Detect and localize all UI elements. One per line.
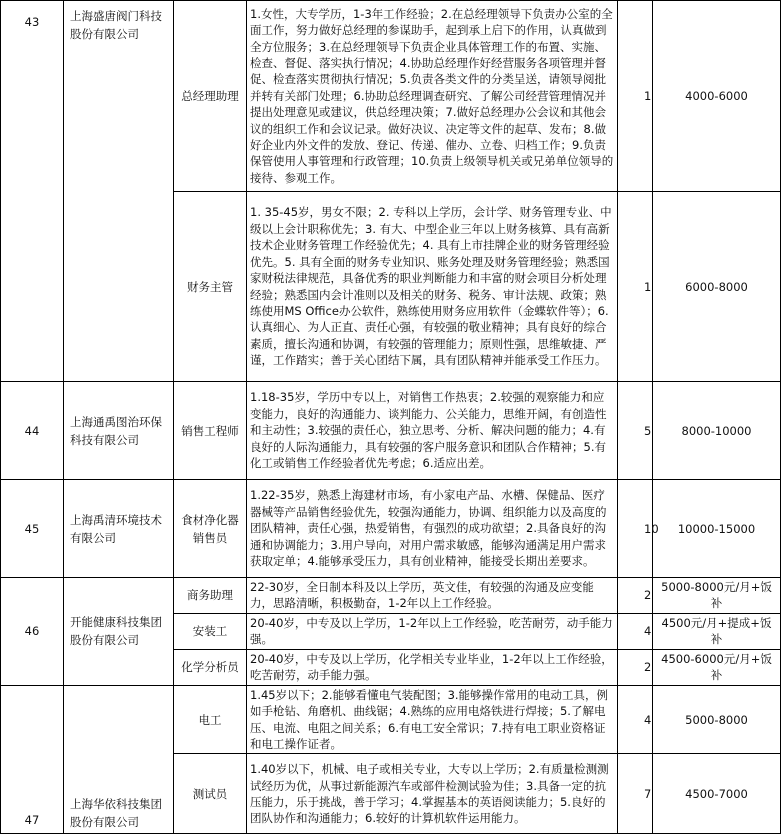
company-name: 上海禹清环境技术有限公司: [64, 480, 174, 578]
company-name: 上海盛唐阀门科技股份有限公司: [64, 1, 174, 382]
position-requirements: 1.18-35岁，学历中专以上，对销售工作热衷；2.较强的观察能力和应变能力，良好的沟通能力、谈判能力、公关能力，思维开阔，有创造性和主动性；3.较强的责任心，独立思考、分析、解决问题的能力；4.有良好的人际沟通能力，具有较强的客户服务意识和团队合作精神；5.有化工或销售工作经验者优先考虑；6.适应出差。: [247, 382, 618, 480]
hire-count: 2: [618, 649, 653, 685]
salary-range: 10000-15000: [653, 480, 781, 578]
salary-range: 5000-8000元/月+饭补: [653, 578, 781, 614]
position-title: 财务主管: [174, 192, 247, 382]
position-title: 商务助理: [174, 578, 247, 614]
position-title: 安装工: [174, 613, 247, 649]
table-row: [1, 578, 781, 614]
hire-count: 1: [618, 192, 653, 382]
table-row: [1, 382, 781, 480]
hire-count: 7: [618, 754, 653, 834]
salary-range: 4500-7000: [653, 754, 781, 834]
salary-range: 8000-10000: [653, 382, 781, 480]
position-title: 总经理助理: [174, 1, 247, 192]
company-name: 开能健康科技集团股份有限公司: [64, 578, 174, 686]
position-requirements: 1.22-35岁，熟悉上海建材市场，有小家电产品、水槽、保健品、医疗器械等产品销售经验优先，较强沟通能力，协调、组织能力以及高度的团队精神，责任心强，热爱销售，有强烈的成功欲望；2.具备良好的沟通和协调能力；3.用户导向，对用户需求敏感，能够沟通满足用户需求获取定单；4.能够承受压力，具有创业精神，能接受长期出差要求。: [247, 480, 618, 578]
position-requirements: 1.女性，大专学历，1-3年工作经验；2.在总经理领导下负责办公室的全面工作，努力做好总经理的参谋助手，起到承上启下的作用，认真做到全方位服务；3.在总经理领导下负责企业具体管理工作的布置、实施、检查、督促、落实执行情况；4.协助总经理作好经营服务各项管理并督促、检查落实贯彻执行情况；5.负责各类文件的分类呈送，请领导阅批并转有关部门处理；6.协助总经理调查研究、了解公司经营管理情况并提出处理意见或建议，供总经理决策；7.做好总经理办公会议和其他会议的组织工作和会议记录。做好决议、决定等文件的起草、发布；8.做好企业内外文件的发放、登记、传递、催办、立卷、归档工作；9.负责保管使用人事管理和行政管理；10.负责上级领导机关或兄弟单位领导的接待、参观工作。: [247, 1, 618, 192]
position-requirements: 1. 35-45岁，男女不限；2. 专科以上学历，会计学、财务管理专业、中级以上会计职称优先；3. 有大、中型企业三年以上财务核算、具有高新技术企业财务管理工作经验优先；4. 具有上市挂牌企业的财务管理经验优先。5. 具有全面的财务专业知识、账务处理及财务管理经验；熟悉国家财税法律规范，具备优秀的职业判断能力和丰富的财会项目分析处理经验；熟悉国内会计准则以及相关的财务、税务、审计法规、政策；熟练使用MS Office办公软件，熟练使用财务应用软件（金蝶软件等）；6. 认真细心、为人正直、责任心强，有较强的敬业精神；具有良好的综合素质，擅长沟通和协调，有较强的管理能力；原则性强，思维敏捷、严谨，工作踏实；善于关心团结下属，具有团队精神并能承受工作压力。: [247, 192, 618, 382]
hire-count: 10: [618, 480, 653, 578]
salary-range: 4500元/月+提成+饭补: [653, 613, 781, 649]
position-title: 食材净化器销售员: [174, 480, 247, 578]
position-title: 电工: [174, 685, 247, 754]
row-number: 46: [1, 578, 64, 686]
hire-count: 5: [618, 382, 653, 480]
hire-count: 2: [618, 578, 653, 614]
row-number: 43: [1, 1, 64, 382]
position-requirements: 20-40岁，中专及以上学历，化学相关专业毕业，1-2年以上工作经验，吃苦耐劳，动手能力强。: [247, 649, 618, 685]
salary-range: 4000-6000: [653, 1, 781, 192]
salary-range: 5000-8000: [653, 685, 781, 754]
position-requirements: 1.45岁以下；2.能够看懂电气装配图；3.能够操作常用的电动工具，例如手枪钻、角磨机、曲线锯；4.熟练的应用电烙铁进行焊接；5.了解电压、电流、电阻之间关系；6.有电工安全常识；7.持有电工职业资格证和电工操作证者。: [247, 685, 618, 754]
hire-count: 4: [618, 613, 653, 649]
position-title: 测试员: [174, 754, 247, 834]
salary-range: 4500-6000元/月+饭补: [653, 649, 781, 685]
row-number: 47: [1, 685, 64, 834]
company-name: 上海通禹图治环保科技有限公司: [64, 382, 174, 480]
row-number: 44: [1, 382, 64, 480]
position-title: 化学分析员: [174, 649, 247, 685]
table-row: [1, 685, 781, 754]
table-row: [1, 1, 781, 192]
position-title: 销售工程师: [174, 382, 247, 480]
salary-range: 6000-8000: [653, 192, 781, 382]
position-requirements: 20-40岁，中专及以上学历，1-2年以上工作经验，吃苦耐劳，动手能力强。: [247, 613, 618, 649]
hire-count: 4: [618, 685, 653, 754]
position-requirements: 22-30岁，全日制本科及以上学历，英文佳，有较强的沟通及应变能力，思路清晰，积极勤奋，1-2年以上工作经验。: [247, 578, 618, 614]
table-row: [1, 480, 781, 578]
position-requirements: 1.40岁以下，机械、电子或相关专业，大专以上学历；2.有质量检测测试经历为优，从事过新能源汽车或部件检测试验为佳；3.具备一定的抗压能力，乐于挑战，善于学习；4.掌握基本的英语阅读能力；5.良好的团队协作和沟通能力；6.较好的计算机软件运用能力。: [247, 754, 618, 834]
row-number: 45: [1, 480, 64, 578]
hire-count: 1: [618, 1, 653, 192]
company-name: 上海华依科技集团股份有限公司: [64, 685, 174, 834]
